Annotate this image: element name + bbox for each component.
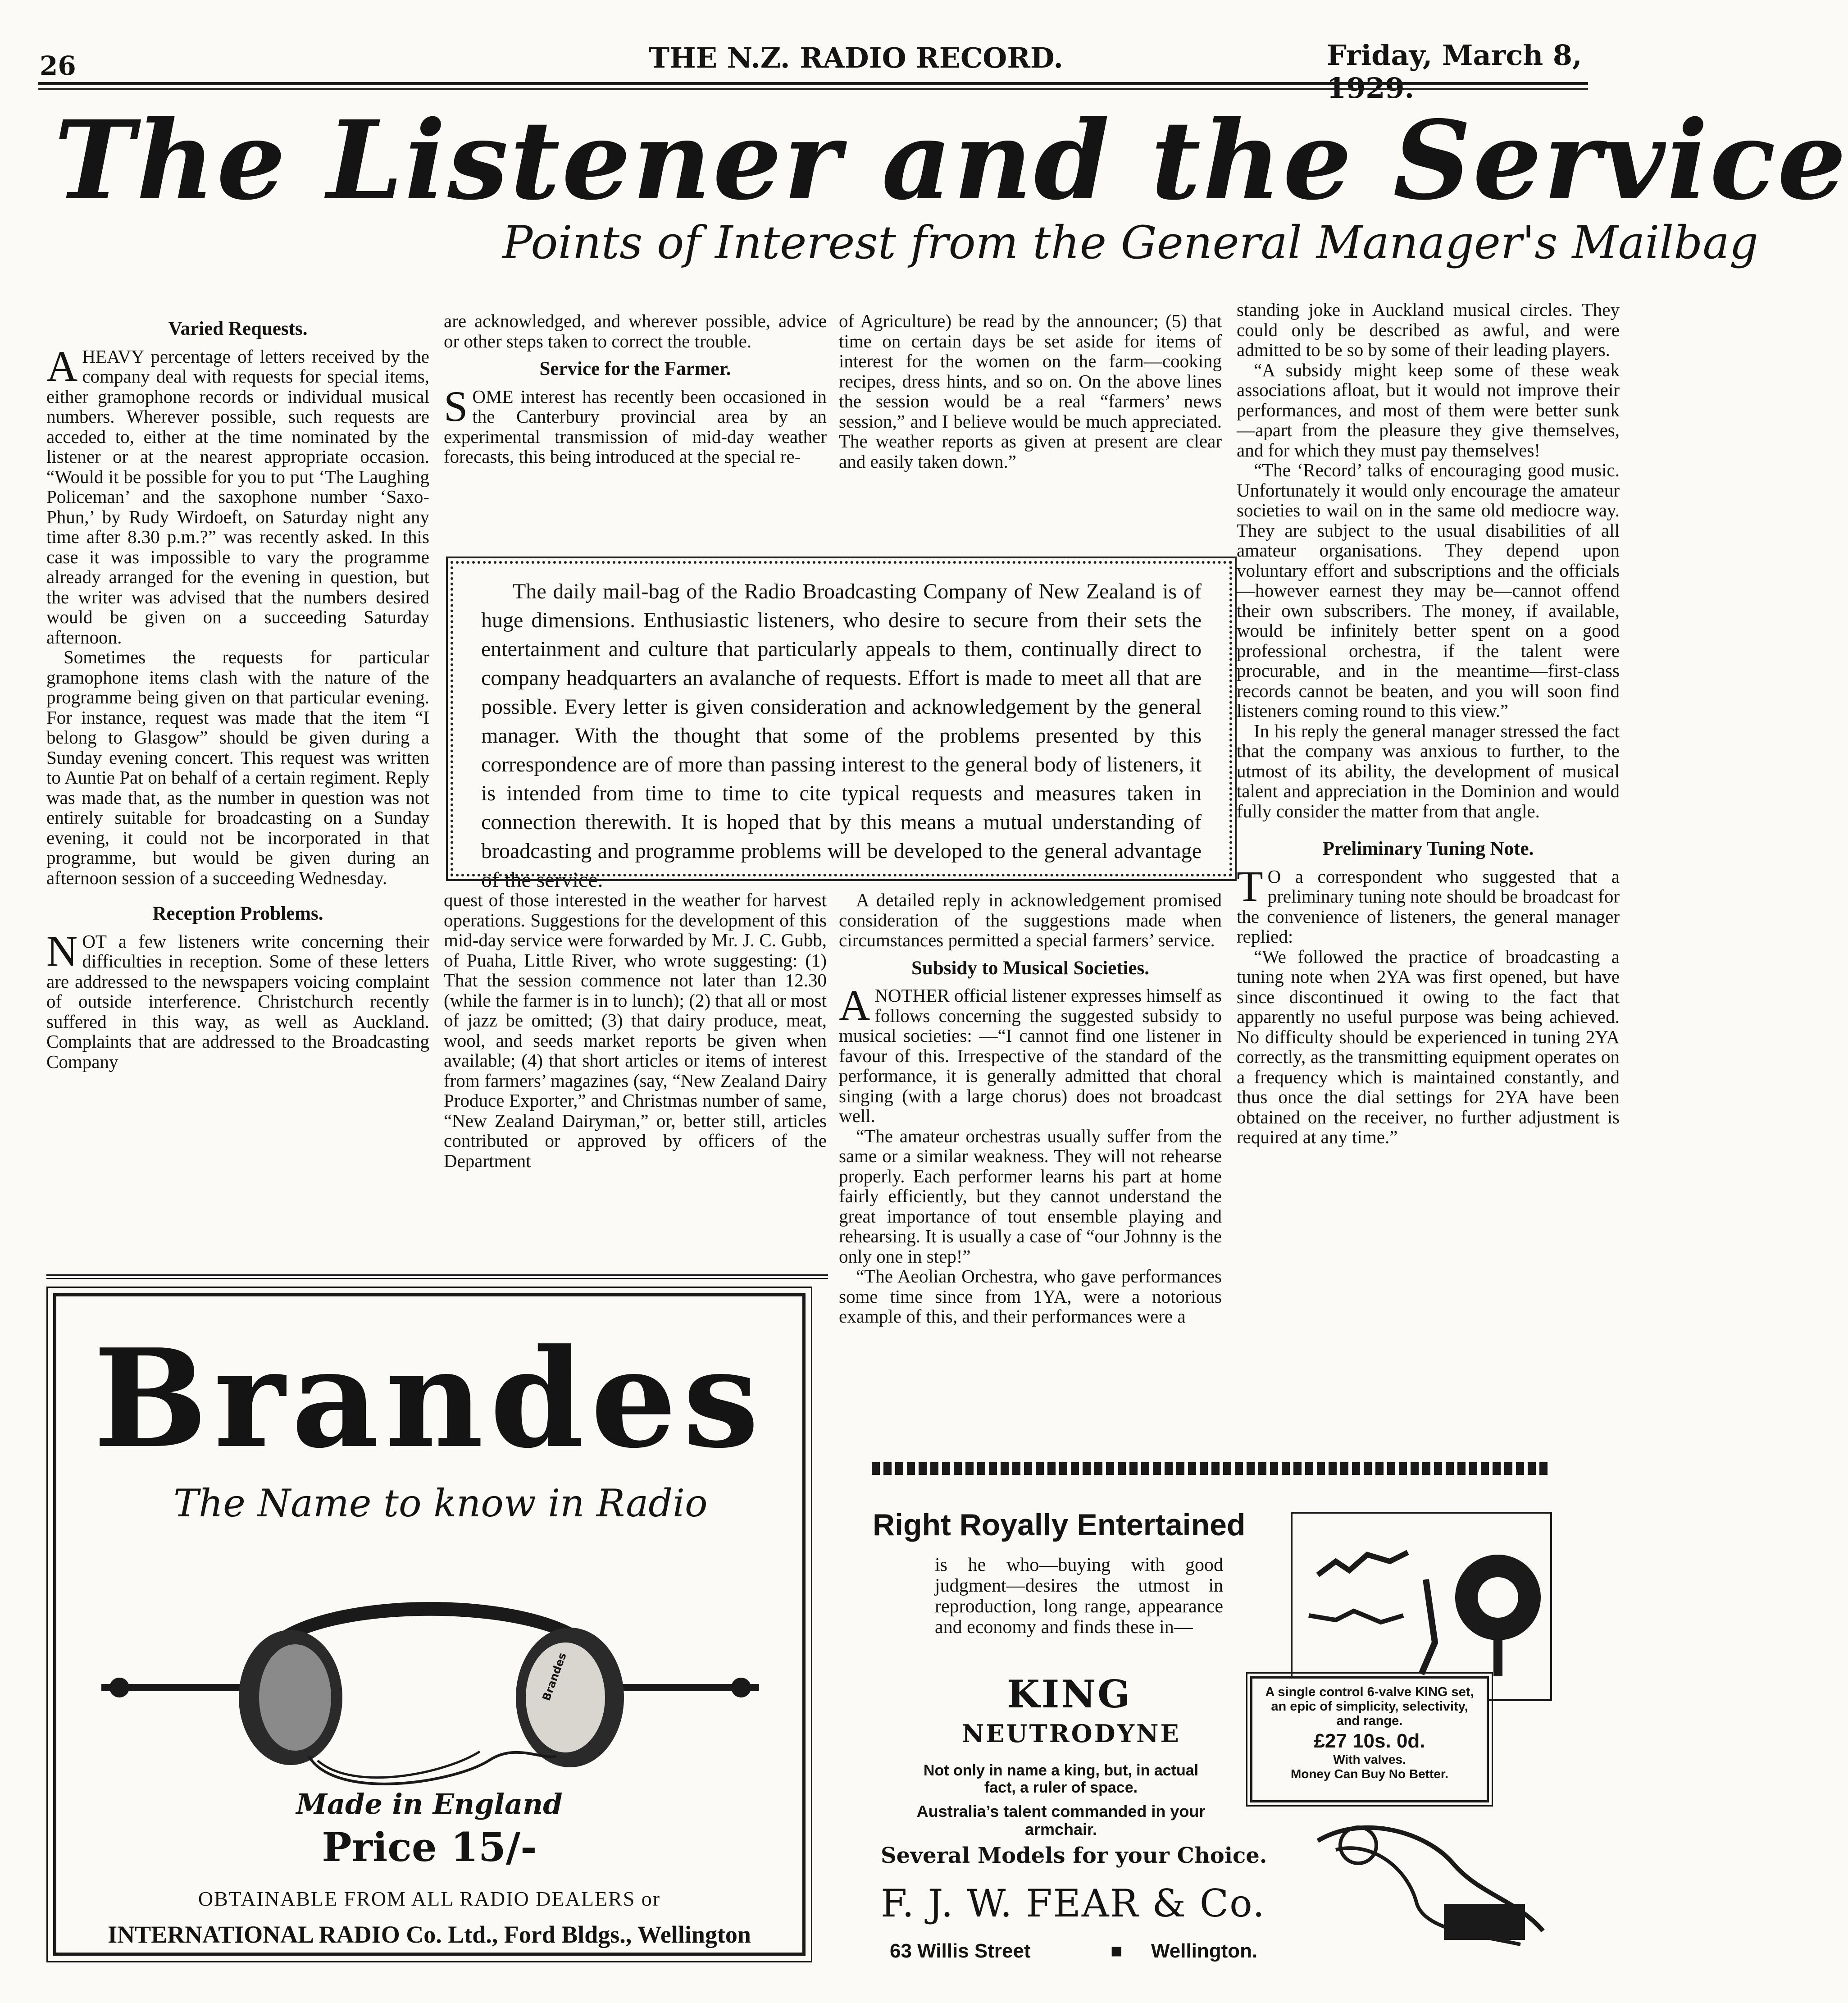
drop-cap: A [46,342,78,390]
intro-box [451,561,1232,892]
king-box-price: £27 10s. 0d. [1314,1730,1425,1752]
publication-name: THE N.Z. RADIO RECORD. [649,41,1063,74]
section-heading: Subsidy to Musical Societies. [911,957,1149,979]
paragraph [444,382,827,467]
king-body: is he who—buying with good judgment—desires the utmost in reproduction, long range, appearance and economy and finds these in— [935,1555,1223,1638]
paragraph [1237,862,1620,947]
intro-text: The daily mail-bag of the Radio Broadcasting Company of New Zealand is of huge dimensions. Enthusiastic listeners, who desire to secure from their sets the entertainment and culture that particularly appeals to them, continually direct to company headquarters an avalanche of requests. Effort is made to meet all that are possible. Every letter is given consideration and acknowledgement by the general manager. With the thought that some of the problems presented by this correspondence are of more than passing interest to the general body of listeners, it is intended from time to time to cite typical requests and measures taken in connection therewith. It is hoped that by this means a mutual understanding of broadcasting and programme problems will be developed to the general advantage of the service. [481,579,1202,892]
drop-cap: A [839,981,870,1029]
section-heading: Preliminary Tuning Note. [1322,838,1534,859]
paragraph: quest of those interested in the weather for harvest operations. Suggestions for the development of this mid-day service were forwarded by Mr. J. C. Gubb, of Puaha, Little River, who wrote suggesting: (1) That the session commence not later than 12.30 (while the farmer is in to lunch); (2) that all or most of jazz be omitted; (3) that dairy produce, meat, wool, and seeds market reports be given when available; (4) that short articles or items of interest from farmers’ magazines (say, “New Zealand Dairy Produce Exporter,” and Christmas number of same, “New Zealand Dairyman,” or, better still, articles contributed or approved by officers of the Department [444,890,827,1171]
section-divider-thin [46,1278,828,1279]
paragraph-text: NOTHER official listener expresses himself as follows concerning the suggested subsidy to musical societies: —“I cannot find one listener in favour of this. Irrespective of the standard of the performance, it is generally admitted that choral singing (with a large chorus) does not broadcast well. [839,985,1222,1126]
paragraph-text: OME interest has recently been occasioned in the Canterbury provincial area by an experimental transmission of mid-day weather forecasts, this being introduced at the special re- [444,386,827,467]
paragraph: “The amateur orchestras usually suffer from the same or a similar weakness. They will not rehearse properly. Each performer learns his part at home fairly efficiently, but they cannot understand the great importance of tout ensemble playing and rehearsing. It is usually a case of “our Johnny is the only one in step!” [839,1125,1222,1267]
orchestra-illustration-icon [1291,1512,1552,1701]
paragraph: of Agriculture) be read by the announcer; (5) that time on certain days be set aside for items of interest for the women on the farm—cooking recipes, dress hints, and so on. On the above lines the session would be a real “farmers’ news session,” and I believe would be much appreciated. The weather reports as given at present are clear and easily taken down.” [839,310,1222,472]
paragraph: “The ‘Record’ talks of encouraging good music. Unfortunately it would only encourage the amateur societies to wail on in the same old mediocre way. They are subject to the usual disabilities of all amateur organisations. They depend upon voluntary effort and subscriptions and the officials—however earnest they may be—cannot offend their own subscribers. The money, if available, would be infinitely better spent on a good professional orchestra, if the talent were procurable, and in the meantime—first-class records cannot be beaten, and you will soon find listeners coming round to this view.” [1237,460,1620,721]
king-box-description: A single control 6-valve KING set, an epic of simplicity, selectivity, and range. [1265,1685,1474,1728]
paragraph [46,342,429,648]
paragraph: “A subsidy might keep some of these weak associations afloat, but it would not improve their performances, and most of them were better sunk—apart from the pleasure they give themselves, and for which they must pay themselves! [1237,359,1620,461]
king-headline: Right Royally Entertained [873,1508,1246,1542]
article-column-2-bottom [444,890,827,1171]
brandes-origin: Made in England [296,1788,563,1820]
paragraph: A detailed reply in acknowledgement promised consideration of the suggestions made when circumstances permitted a special farmers’ service. [839,890,1222,950]
section-divider [46,1274,828,1276]
king-city: Wellington. [1151,1940,1258,1962]
drop-cap: T [1237,862,1263,910]
article-column-3-bottom [839,890,1222,1327]
paragraph-text: O a correspondent who suggested that a preliminary tuning note should be broadcast for the convenience of listeners, the general manager replied: [1237,866,1620,947]
paragraph: standing joke in Auckland musical circles. They could only be described as awful, and were admitted to be so by some of their leading players. [1237,299,1620,360]
king-model: NEUTRODYNE [962,1719,1181,1748]
article-subtitle: Points of Interest from the General Manager's Mailbag [502,216,1758,269]
king-tagline-1: Not only in name a king, but, in actual fact, a ruler of space. [923,1762,1199,1796]
brandes-advertisement [53,1293,806,1956]
paragraph: Sometimes the requests for particular gramophone items clash with the nature of the programme being given on that particular evening. For instance, request was made that the item “I belong to Glasgow” should be given during a Sunday evening concert. This request was written to Auntie Pat on behalf of a certain regiment. Reply was made that, as the number in question was not entirely suitable for broadcasting on a Sunday evening, it could not be incorporated in that programme, but would be given during an afternoon session of a succeeding Wednesday. [46,647,429,888]
king-address: 63 Willis Street [890,1940,1031,1962]
brandes-company: INTERNATIONAL RADIO Co. Ltd., Ford Bldgs., Wellington [108,1921,751,1948]
paragraph [839,981,1222,1126]
paragraph: “The Aeolian Orchestra, who gave performances some time since from 1YA, were a notorious example of this, and their performances were a [839,1266,1222,1327]
article-column-2-top [444,311,827,467]
article-column-1 [46,311,429,1072]
page-number: 26 [40,50,76,81]
king-models: Several Models for your Choice. [881,1843,1267,1868]
king-brand: KING [1007,1672,1132,1716]
article-column-3-top [839,311,1222,471]
king-box-slogan: Money Can Buy No Better. [1290,1767,1449,1781]
paragraph-text: HEAVY percentage of letters received by the company deal with requests for special items, either gramophone records or individual musical numbers. Wherever possible, such requests are acceded to, either at the time nominated by the listener or at the nearest appropriate occasion. “Would it be possible for you to put ‘The Laughing Policeman’ and the saxophone number ‘Saxo-Phun,’ by Rudy Wirdoeft, on Saturday night any time after 8.30 p.m.?” was recently asked. In this case it was impossible to vary the programme already arranged for the evening in question, but the writer was advised that the numbers desired would be given on a succeeding Saturday afternoon. [46,346,429,648]
king-price-box [1250,1676,1489,1802]
section-heading: Varied Requests. [168,318,308,339]
headphone-label: Brandes [540,1651,569,1703]
drop-cap: S [444,382,468,430]
section-heading: Service for the Farmer. [539,358,731,379]
section-heading: Reception Problems. [152,903,323,924]
issue-date: Friday, March 8, [1327,39,1582,72]
paragraph: “We followed the practice of broadcasting a tuning note when 2YA was first opened, but have since discontinued it owing to the fact that apparently no useful purpose was being achieved. No difficulty should be experienced in tuning 2YA correctly, as the transmitting equipment operates on a frequency which is maintained constantly, and thus once the dial settings for 2YA have been obtained on the receiver, no further adjustment is required at any time.” [1237,946,1620,1147]
address-separator: ■ [1111,1940,1123,1962]
armchair-listener-illustration-icon [1309,1814,1552,1949]
king-neutrodyne-advertisement [872,1462,1575,1989]
brandes-obtainable: OBTAINABLE FROM ALL RADIO DEALERS or [198,1887,661,1910]
paragraph-text: OT a few listeners write concerning their difficulties in reception. Some of these letters are addressed to the newspapers voicing complaint of outside interference. Christchurch recently suffered in this way, as well as Auckland. Complaints that are addressed to the Broadcasting Company [46,931,429,1072]
ad-border-top [872,1462,1548,1475]
drop-cap: N [46,926,78,975]
brandes-logo-text: Brandes [93,1319,765,1478]
paragraph: In his reply the general manager stressed the fact that the company was anxious to further, to the utmost of its ability, the development of musical talent and appreciation in the Dominion and would fully consider the matter from that angle. [1237,720,1620,821]
header-rule [38,82,1588,85]
king-box-valves: With valves. [1333,1752,1406,1766]
brandes-tagline: The Name to know in Radio [173,1481,708,1525]
article-column-4 [1237,300,1620,1147]
king-dealer: F. J. W. FEAR & Co. [881,1881,1265,1925]
king-tagline-2: Australia’s talent commanded in your armchair. [916,1802,1206,1839]
brandes-price: Price 15/- [322,1824,537,1871]
paragraph [46,926,429,1072]
headphones-icon [83,1549,777,1783]
article-title: The Listener and the Service [54,97,1848,224]
paragraph: are acknowledged, and wherever possible, advice or other steps taken to correct the trouble. [444,310,827,351]
header-rule-thin [38,88,1588,90]
